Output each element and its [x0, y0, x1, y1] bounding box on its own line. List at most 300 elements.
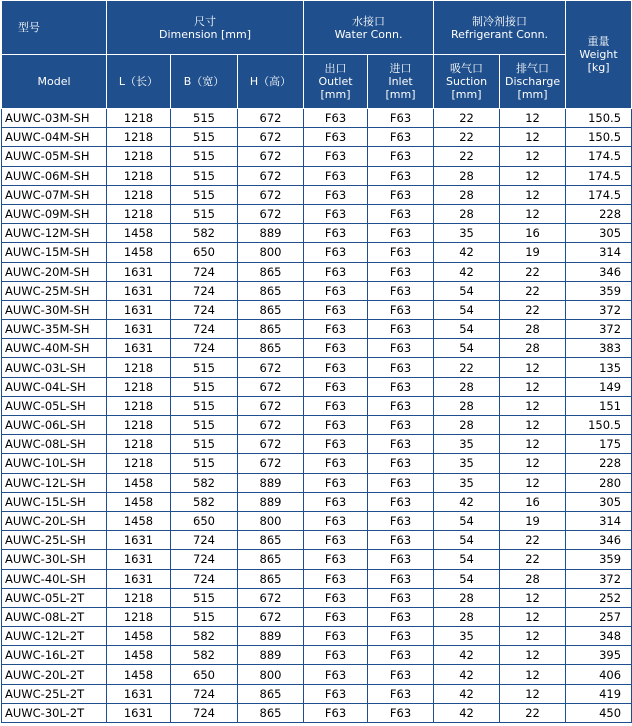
- suction-cell: 54: [434, 300, 500, 319]
- discharge-cell: 12: [500, 166, 566, 185]
- width-cell: 724: [171, 550, 238, 569]
- length-header: L（长）: [107, 55, 171, 109]
- suction-cell: 42: [434, 703, 500, 722]
- table-row: [2, 147, 632, 166]
- outlet-cell: F63: [304, 262, 368, 281]
- table-row: [2, 416, 632, 435]
- outlet-cell: F63: [304, 300, 368, 319]
- water-conn-header: 水接口 Water Conn.: [304, 1, 434, 55]
- length-cell: 1218: [107, 166, 171, 185]
- suction-cell: 35: [434, 224, 500, 243]
- suction-cell: 54: [434, 569, 500, 588]
- weight-cell: 305: [566, 224, 632, 243]
- discharge-cell: 28: [500, 339, 566, 358]
- width-cell: 724: [171, 262, 238, 281]
- table-row: [2, 109, 632, 128]
- model-header: Model: [2, 55, 107, 109]
- outlet-cell: F63: [304, 281, 368, 300]
- width-cell: 515: [171, 185, 238, 204]
- outlet-cell: F63: [304, 473, 368, 492]
- inlet-cell: F63: [368, 147, 434, 166]
- outlet-cell: F63: [304, 204, 368, 223]
- model-cell: AUWC-07M-SH: [2, 185, 107, 204]
- suction-cell: 28: [434, 377, 500, 396]
- model-cell: AUWC-35M-SH: [2, 320, 107, 339]
- height-cell: 865: [238, 262, 304, 281]
- suction-cell: 35: [434, 435, 500, 454]
- width-cell: 582: [171, 646, 238, 665]
- width-cell: 724: [171, 281, 238, 300]
- length-cell: 1458: [107, 627, 171, 646]
- outlet-cell: F63: [304, 320, 368, 339]
- weight-cell: 359: [566, 281, 632, 300]
- height-cell: 672: [238, 185, 304, 204]
- inlet-cell: F63: [368, 166, 434, 185]
- weight-cell: 150.5: [566, 416, 632, 435]
- inlet-cell: F63: [368, 531, 434, 550]
- table-body: [2, 109, 632, 723]
- weight-cell: 372: [566, 569, 632, 588]
- length-cell: 1218: [107, 607, 171, 626]
- length-cell: 1631: [107, 703, 171, 722]
- inlet-cell: F63: [368, 243, 434, 262]
- table-row: [2, 358, 632, 377]
- table-row: [2, 262, 632, 281]
- table-row: [2, 492, 632, 511]
- height-cell: 865: [238, 550, 304, 569]
- length-cell: 1631: [107, 531, 171, 550]
- table-row: [2, 377, 632, 396]
- inlet-cell: F63: [368, 607, 434, 626]
- model-cell: AUWC-20L-SH: [2, 511, 107, 530]
- table-row: [2, 569, 632, 588]
- length-cell: 1218: [107, 109, 171, 128]
- suction-cell: 22: [434, 109, 500, 128]
- outlet-cell: F63: [304, 243, 368, 262]
- suction-cell: 28: [434, 607, 500, 626]
- table-row: [2, 300, 632, 319]
- inlet-cell: F63: [368, 511, 434, 530]
- weight-cell: 151: [566, 396, 632, 415]
- height-cell: 865: [238, 703, 304, 722]
- outlet-cell: F63: [304, 128, 368, 147]
- outlet-cell: F63: [304, 339, 368, 358]
- outlet-cell: F63: [304, 511, 368, 530]
- width-cell: 515: [171, 204, 238, 223]
- suction-cell: 22: [434, 128, 500, 147]
- model-cell: AUWC-12L-SH: [2, 473, 107, 492]
- model-cell: AUWC-10L-SH: [2, 454, 107, 473]
- width-cell: 515: [171, 396, 238, 415]
- weight-cell: 372: [566, 300, 632, 319]
- width-cell: 724: [171, 531, 238, 550]
- model-cell: AUWC-09M-SH: [2, 204, 107, 223]
- discharge-cell: 28: [500, 569, 566, 588]
- height-cell: 800: [238, 243, 304, 262]
- suction-cell: 22: [434, 147, 500, 166]
- height-cell: 889: [238, 627, 304, 646]
- discharge-cell: 22: [500, 262, 566, 281]
- height-cell: 672: [238, 109, 304, 128]
- discharge-cell: 19: [500, 243, 566, 262]
- width-cell: 724: [171, 339, 238, 358]
- length-cell: 1218: [107, 435, 171, 454]
- model-cell: AUWC-03M-SH: [2, 109, 107, 128]
- length-cell: 1218: [107, 454, 171, 473]
- table-row: [2, 607, 632, 626]
- model-cell: AUWC-16L-2T: [2, 646, 107, 665]
- height-cell: 672: [238, 454, 304, 473]
- table-row: [2, 627, 632, 646]
- width-cell: 515: [171, 377, 238, 396]
- discharge-cell: 12: [500, 396, 566, 415]
- outlet-cell: F63: [304, 185, 368, 204]
- height-cell: 672: [238, 128, 304, 147]
- discharge-cell: 12: [500, 358, 566, 377]
- table-header: [2, 1, 632, 109]
- model-cell: AUWC-15L-SH: [2, 492, 107, 511]
- inlet-cell: F63: [368, 454, 434, 473]
- length-cell: 1218: [107, 147, 171, 166]
- model-cell: AUWC-05L-SH: [2, 396, 107, 415]
- discharge-cell: 12: [500, 416, 566, 435]
- discharge-cell: 12: [500, 109, 566, 128]
- width-cell: 650: [171, 665, 238, 684]
- inlet-cell: F63: [368, 627, 434, 646]
- model-cell: AUWC-30L-SH: [2, 550, 107, 569]
- model-cell: AUWC-08L-2T: [2, 607, 107, 626]
- length-cell: 1218: [107, 396, 171, 415]
- outlet-cell: F63: [304, 358, 368, 377]
- model-cell: AUWC-05L-2T: [2, 588, 107, 607]
- suction-cell: 54: [434, 531, 500, 550]
- width-cell: 724: [171, 684, 238, 703]
- width-cell: 515: [171, 454, 238, 473]
- length-cell: 1458: [107, 511, 171, 530]
- table-row: [2, 684, 632, 703]
- inlet-cell: F63: [368, 492, 434, 511]
- width-cell: 724: [171, 703, 238, 722]
- length-cell: 1631: [107, 550, 171, 569]
- discharge-cell: 19: [500, 511, 566, 530]
- weight-cell: 314: [566, 243, 632, 262]
- inlet-cell: F63: [368, 185, 434, 204]
- table-row: [2, 646, 632, 665]
- weight-cell: 395: [566, 646, 632, 665]
- outlet-cell: F63: [304, 147, 368, 166]
- inlet-cell: F63: [368, 703, 434, 722]
- weight-cell: 228: [566, 454, 632, 473]
- inlet-cell: F63: [368, 473, 434, 492]
- suction-cell: 42: [434, 492, 500, 511]
- model-cell: AUWC-20M-SH: [2, 262, 107, 281]
- length-cell: 1458: [107, 224, 171, 243]
- suction-cell: 28: [434, 416, 500, 435]
- weight-cell: 372: [566, 320, 632, 339]
- width-cell: 515: [171, 435, 238, 454]
- table-row: [2, 224, 632, 243]
- discharge-cell: 12: [500, 627, 566, 646]
- width-cell: 515: [171, 588, 238, 607]
- length-cell: 1218: [107, 377, 171, 396]
- height-cell: 865: [238, 531, 304, 550]
- outlet-cell: F63: [304, 569, 368, 588]
- width-cell: 724: [171, 569, 238, 588]
- length-cell: 1458: [107, 492, 171, 511]
- height-cell: 672: [238, 588, 304, 607]
- width-cell: 515: [171, 607, 238, 626]
- inlet-cell: F63: [368, 646, 434, 665]
- table-row: [2, 703, 632, 722]
- discharge-cell: 12: [500, 646, 566, 665]
- length-cell: 1631: [107, 300, 171, 319]
- suction-cell: 28: [434, 396, 500, 415]
- height-cell: 865: [238, 281, 304, 300]
- length-cell: 1458: [107, 473, 171, 492]
- outlet-cell: F63: [304, 531, 368, 550]
- model-cell: AUWC-05M-SH: [2, 147, 107, 166]
- height-cell: 672: [238, 358, 304, 377]
- model-cell: AUWC-20L-2T: [2, 665, 107, 684]
- table-row: [2, 531, 632, 550]
- table-row: [2, 185, 632, 204]
- inlet-cell: F63: [368, 204, 434, 223]
- model-cell: AUWC-12L-2T: [2, 627, 107, 646]
- inlet-cell: F63: [368, 300, 434, 319]
- inlet-cell: F63: [368, 339, 434, 358]
- model-cell: AUWC-06L-SH: [2, 416, 107, 435]
- outlet-cell: F63: [304, 550, 368, 569]
- weight-cell: 346: [566, 531, 632, 550]
- weight-cell: 383: [566, 339, 632, 358]
- table-row: [2, 243, 632, 262]
- outlet-cell: F63: [304, 109, 368, 128]
- suction-cell: 42: [434, 684, 500, 703]
- inlet-header: 进口 Inlet [mm]: [368, 55, 434, 109]
- table-row: [2, 396, 632, 415]
- weight-cell: 348: [566, 627, 632, 646]
- table-row: [2, 128, 632, 147]
- inlet-cell: F63: [368, 569, 434, 588]
- weight-cell: 252: [566, 588, 632, 607]
- width-cell: 582: [171, 473, 238, 492]
- outlet-cell: F63: [304, 646, 368, 665]
- inlet-cell: F63: [368, 416, 434, 435]
- outlet-cell: F63: [304, 588, 368, 607]
- suction-cell: 42: [434, 665, 500, 684]
- suction-cell: 22: [434, 358, 500, 377]
- table-row: [2, 550, 632, 569]
- weight-cell: 228: [566, 204, 632, 223]
- weight-cell: 450: [566, 703, 632, 722]
- inlet-cell: F63: [368, 396, 434, 415]
- model-cell: AUWC-25M-SH: [2, 281, 107, 300]
- table-row: [2, 204, 632, 223]
- outlet-cell: F63: [304, 684, 368, 703]
- dimension-header: 尺寸 Dimension [mm]: [107, 1, 304, 55]
- length-cell: 1458: [107, 665, 171, 684]
- discharge-cell: 12: [500, 128, 566, 147]
- table-row: [2, 473, 632, 492]
- length-cell: 1218: [107, 204, 171, 223]
- weight-cell: 280: [566, 473, 632, 492]
- outlet-cell: F63: [304, 224, 368, 243]
- suction-cell: 42: [434, 646, 500, 665]
- length-cell: 1631: [107, 320, 171, 339]
- width-cell: 582: [171, 492, 238, 511]
- width-cell: 724: [171, 300, 238, 319]
- suction-cell: 28: [434, 185, 500, 204]
- length-cell: 1458: [107, 646, 171, 665]
- inlet-cell: F63: [368, 224, 434, 243]
- outlet-cell: F63: [304, 703, 368, 722]
- outlet-cell: F63: [304, 166, 368, 185]
- length-cell: 1218: [107, 416, 171, 435]
- height-cell: 672: [238, 204, 304, 223]
- weight-cell: 305: [566, 492, 632, 511]
- outlet-header: 出口 Outlet [mm]: [304, 55, 368, 109]
- weight-cell: 150.5: [566, 128, 632, 147]
- discharge-cell: 22: [500, 281, 566, 300]
- length-cell: 1218: [107, 358, 171, 377]
- inlet-cell: F63: [368, 128, 434, 147]
- discharge-cell: 22: [500, 300, 566, 319]
- table-row: [2, 166, 632, 185]
- width-cell: 582: [171, 224, 238, 243]
- width-cell: 650: [171, 243, 238, 262]
- discharge-cell: 12: [500, 607, 566, 626]
- weight-cell: 406: [566, 665, 632, 684]
- width-cell: 650: [171, 511, 238, 530]
- model-cell: AUWC-12M-SH: [2, 224, 107, 243]
- discharge-cell: 12: [500, 185, 566, 204]
- model-cell: AUWC-06M-SH: [2, 166, 107, 185]
- inlet-cell: F63: [368, 550, 434, 569]
- outlet-cell: F63: [304, 454, 368, 473]
- discharge-cell: 12: [500, 684, 566, 703]
- model-cell: AUWC-40M-SH: [2, 339, 107, 358]
- height-cell: 889: [238, 492, 304, 511]
- width-cell: 724: [171, 320, 238, 339]
- length-cell: 1218: [107, 128, 171, 147]
- width-cell: 515: [171, 109, 238, 128]
- height-cell: 672: [238, 377, 304, 396]
- table-row: [2, 588, 632, 607]
- outlet-cell: F63: [304, 665, 368, 684]
- width-cell: 515: [171, 128, 238, 147]
- width-cell: 515: [171, 358, 238, 377]
- height-cell: 672: [238, 607, 304, 626]
- inlet-cell: F63: [368, 684, 434, 703]
- suction-cell: 35: [434, 627, 500, 646]
- discharge-cell: 28: [500, 320, 566, 339]
- suction-header: 吸气口 Suction [mm]: [434, 55, 500, 109]
- suction-cell: 42: [434, 243, 500, 262]
- length-cell: 1631: [107, 569, 171, 588]
- inlet-cell: F63: [368, 377, 434, 396]
- length-cell: 1218: [107, 185, 171, 204]
- weight-cell: 359: [566, 550, 632, 569]
- weight-cell: 149: [566, 377, 632, 396]
- discharge-header: 排气口 Discharge [mm]: [500, 55, 566, 109]
- length-cell: 1631: [107, 339, 171, 358]
- model-cell: AUWC-30L-2T: [2, 703, 107, 722]
- outlet-cell: F63: [304, 377, 368, 396]
- suction-cell: 54: [434, 339, 500, 358]
- height-cell: 865: [238, 339, 304, 358]
- suction-cell: 54: [434, 511, 500, 530]
- inlet-cell: F63: [368, 358, 434, 377]
- length-cell: 1631: [107, 684, 171, 703]
- model-cell: AUWC-40L-SH: [2, 569, 107, 588]
- height-cell: 672: [238, 396, 304, 415]
- discharge-cell: 22: [500, 550, 566, 569]
- spec-table: [1, 0, 632, 723]
- table-row: [2, 665, 632, 684]
- discharge-cell: 12: [500, 147, 566, 166]
- suction-cell: 35: [434, 454, 500, 473]
- discharge-cell: 16: [500, 224, 566, 243]
- length-cell: 1218: [107, 588, 171, 607]
- weight-cell: 346: [566, 262, 632, 281]
- refrigerant-conn-header: 制冷剂接口 Refrigerant Conn.: [434, 1, 566, 55]
- length-cell: 1631: [107, 281, 171, 300]
- model-cell: AUWC-03L-SH: [2, 358, 107, 377]
- suction-cell: 28: [434, 588, 500, 607]
- weight-cell: 174.5: [566, 166, 632, 185]
- suction-cell: 28: [434, 166, 500, 185]
- suction-cell: 54: [434, 550, 500, 569]
- table-row: [2, 339, 632, 358]
- suction-cell: 28: [434, 204, 500, 223]
- width-cell: 515: [171, 416, 238, 435]
- discharge-cell: 12: [500, 454, 566, 473]
- discharge-cell: 12: [500, 377, 566, 396]
- outlet-cell: F63: [304, 627, 368, 646]
- weight-header: 重量 Weight [kg]: [566, 1, 632, 109]
- weight-cell: 150.5: [566, 109, 632, 128]
- height-cell: 865: [238, 569, 304, 588]
- model-cell: AUWC-15M-SH: [2, 243, 107, 262]
- weight-cell: 175: [566, 435, 632, 454]
- weight-cell: 174.5: [566, 185, 632, 204]
- height-cell: 800: [238, 665, 304, 684]
- width-cell: 515: [171, 147, 238, 166]
- outlet-cell: F63: [304, 607, 368, 626]
- discharge-cell: 12: [500, 204, 566, 223]
- discharge-cell: 12: [500, 665, 566, 684]
- width-header: B（宽）: [171, 55, 238, 109]
- height-cell: 672: [238, 416, 304, 435]
- outlet-cell: F63: [304, 416, 368, 435]
- outlet-cell: F63: [304, 435, 368, 454]
- table-row: [2, 320, 632, 339]
- suction-cell: 35: [434, 473, 500, 492]
- table-row: [2, 435, 632, 454]
- inlet-cell: F63: [368, 281, 434, 300]
- inlet-cell: F63: [368, 320, 434, 339]
- suction-cell: 54: [434, 320, 500, 339]
- suction-cell: 54: [434, 281, 500, 300]
- discharge-cell: 12: [500, 473, 566, 492]
- weight-cell: 419: [566, 684, 632, 703]
- suction-cell: 42: [434, 262, 500, 281]
- discharge-cell: 12: [500, 588, 566, 607]
- inlet-cell: F63: [368, 665, 434, 684]
- model-cell: AUWC-30M-SH: [2, 300, 107, 319]
- model-cell: AUWC-08L-SH: [2, 435, 107, 454]
- height-header: H（高）: [238, 55, 304, 109]
